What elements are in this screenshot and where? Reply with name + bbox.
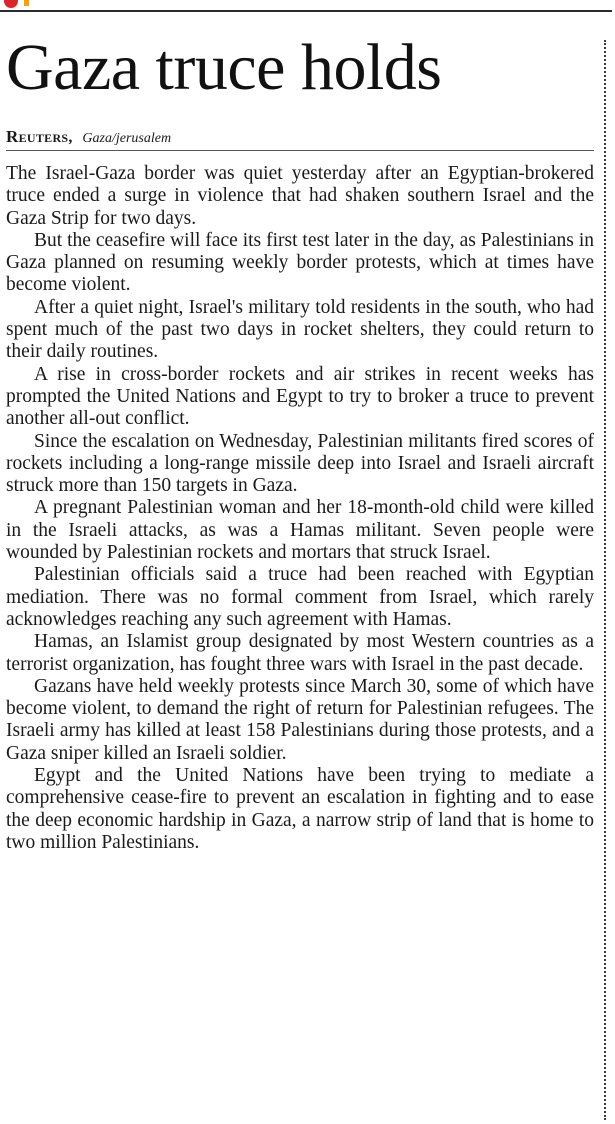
byline: Reuters, Gaza/jerusalem [6, 124, 594, 151]
paragraph: Egypt and the United Nations have been trying to mediate a comprehensive cease-fire to prevent an escalation in fighting and to ease the deep economic hardship in Gaza, a narrow strip of land that is home to two million Palestinians. [6, 765, 594, 853]
paragraph: After a quiet night, Israel's military told residents in the south, who had spent much of the past two days in rocket shelters, they could return to their daily routines. [6, 296, 594, 363]
paragraph: Palestinian officials said a truce had been reached with Egyptian mediation. There was no formal comment from Israel, which rarely acknowledges reaching any such agreement with Hamas. [6, 564, 594, 630]
byline-place: Gaza/jerusalem [82, 131, 172, 146]
paragraph: A rise in cross-border rockets and air strikes in recent weeks has prompted the United Nations and Egypt to try to broker a truce to prevent another all-out conflict. [6, 363, 594, 430]
paragraph: But the ceasefire will face its first test later in the day, as Palestinians in Gaza planned on resuming weekly border protests, which at times have become violent. [6, 229, 594, 296]
news-article [6, 20, 594, 854]
article-body [6, 163, 594, 854]
headline: Gaza truce holds [6, 31, 442, 104]
top-rule [0, 10, 612, 12]
paragraph: The Israel-Gaza border was quiet yesterday after an Egyptian-brokered truce ended a surge in violence that had shaken southern Israel and the Gaza Strip for two days. [6, 163, 594, 229]
paragraph: Hamas, an Islamist group designated by most Western countries as a terrorist organization, has fought three wars with Israel in the past decade. [6, 631, 594, 675]
logo-red-circle-icon [4, 0, 18, 8]
paragraph: Gazans have held weekly protests since March 30, some of which have become violent, to demand the right of return for Palestinian refugees. The Israeli army has killed at least 158 Palestinians during those protests, and a Gaza sniper killed an Israeli soldier. [6, 675, 594, 764]
paragraph: A pregnant Palestinian woman and her 18-month-old child were killed in the Israeli attacks, as was a Hamas militant. Seven people were wounded by Palestinian rockets and mortars that struck Israel. [6, 497, 594, 564]
byline-agency: Reuters [6, 127, 69, 146]
logo-orange-bar-icon [24, 0, 29, 6]
masthead-strip [0, 0, 615, 10]
paragraph: Since the escalation on Wednesday, Palestinian militants fired scores of rockets including a long-range missile deep into Israel and Israeli aircraft struck more than 150 targets in Gaza. [6, 430, 594, 497]
column-dotted-divider [604, 40, 606, 1120]
